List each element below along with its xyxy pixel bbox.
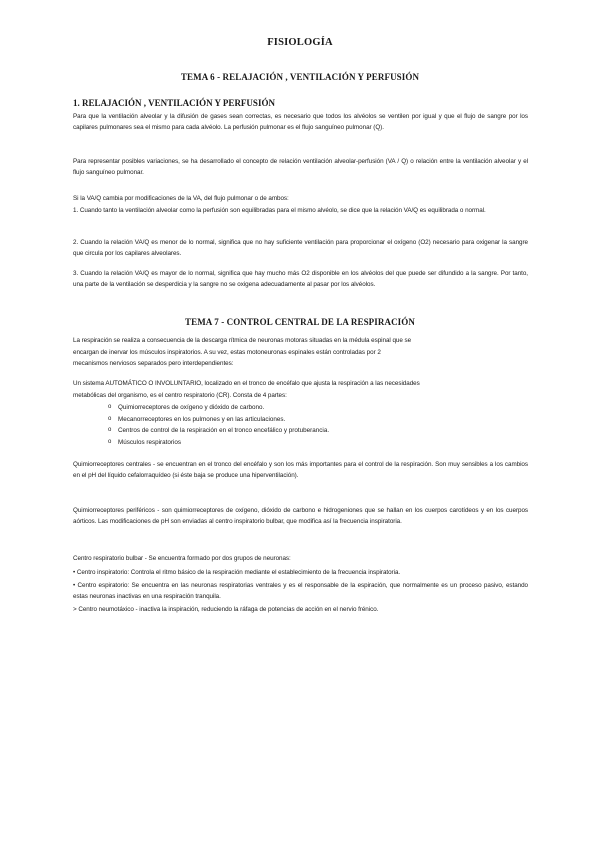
section1-heading: 1. RELAJACIÓN , VENTILACIÓN Y PERFUSIÓN: [73, 98, 275, 108]
list-item: o Músculos respiratorios: [108, 437, 329, 449]
paragraph-ventilacion: Para que la ventilación alveolar y la difusión de gases sean correctas, es necesario que todos los alvéolos se ventilen por igual y que el flujo de sangre por los capilares pulmonares sea el mismo para cada alvéolo. La perfusión pulmonar es el flujo sanguíneo pulmonar (Q).: [73, 113, 528, 132]
document-title: FISIOLOGÍA: [267, 37, 333, 48]
paragraph-vaq-3: 3. Cuando la relación VA/Q es mayor de lo normal, significa que hay mucho más O2 disponible en los alvéolos del que puede ser difundido a la sangre. Por tanto, una parte de la ventilación se desperdicia y la sangre no se oxigena adecuadamente al pasar por los alvéolos.: [73, 270, 528, 289]
paragraph-sistema-automatico: [73, 378, 528, 401]
paragraph-sistema-line1: Un sistema AUTOMÁTICO O INVOLUNTARIO, localizado en el tronco de encéfalo que ajusta la respiración a las necesidades: [73, 380, 420, 387]
paragraph-vaq-2: 2. Cuando la relación VA/Q es menor de lo normal, significa que no hay suficiente ventilación para proporcionar el oxígeno (O2) necesario para oxigenar la sangre que circula por los capilares alveolares.: [73, 239, 528, 258]
paragraph-centro-neumotaxico: > Centro neumotáxico - inactiva la inspiración, reduciendo la ráfaga de potencias de acción en el nervio frénico.: [73, 606, 379, 613]
paragraph-quimio-centrales: Quimiorreceptores centrales - se encuentran en el tronco del encéfalo y son los más importantes para el control de la respiración. Son muy sensibles a los cambios en el pH del líquido cefalorraquídeo (si éste baja se produce una hiperventilación).: [73, 461, 528, 480]
paragraph-respiracion: [73, 335, 528, 370]
list-item: o Quimiorreceptores de oxígeno y dióxido de carbono.: [108, 402, 329, 414]
paragraph-respiracion-line2: encargan de inervar los músculos inspiratorios. A su vez, estas motoneuronas espinales están controladas por 2: [73, 348, 381, 356]
paragraph-centro-inspiratorio: • Centro inspiratorio: Controla el ritmo básico de la respiración mediante el establecimiento de la frecuencia inspiratoria.: [73, 569, 401, 576]
paragraph-vaq-1: 1. Cuando tanto la ventilación alveolar como la perfusión son equilibradas para el mismo alvéolo, se dice que la relación VA/Q es equilibrada o normal.: [73, 207, 486, 214]
tema6-title: TEMA 6 - RELAJACIÓN , VENTILACIÓN Y PERFUSIÓN: [180, 72, 420, 82]
paragraph-centro-espiratorio: • Centro espiratorio: Se encuentra en las neuronas respiratorias ventrales y es el responsable de la espiración, que normalmente es un proceso pasivo, estando estas neuronas inactivas en una respiración tranquila.: [73, 582, 528, 601]
list-item: o Mecanorreceptores en los pulmones y en las articulaciones.: [108, 414, 329, 426]
list-item: o Centros de control de la respiración en el tronco encefálico y protuberancia.: [108, 425, 329, 437]
paragraph-sistema-line2: metabólicas del organismo, es el centro respiratorio (CR). Consta de 4 partes:: [73, 391, 287, 399]
tema7-title: TEMA 7 - CONTROL CENTRAL DE LA RESPIRACIÓN: [185, 317, 415, 327]
paragraph-respiracion-line1: La respiración se realiza a consecuencia de la descarga rítmica de neuronas motoras situadas en la médula espinal que se: [73, 337, 412, 344]
paragraph-relacion-vaq: Para representar posibles variaciones, se ha desarrollado el concepto de relación ventilación alveolar-perfusión (VA / Q) o relación entre la ventilación alveolar y el flujo sanguíneo pulmonar.: [73, 158, 528, 177]
paragraph-centro-bulbar-intro: Centro respiratorio bulbar - Se encuentra formado por dos grupos de neuronas:: [73, 555, 291, 562]
paragraph-vaq-intro: Si la VA/Q cambia por modificaciones de la VA, del flujo pulmonar o de ambos:: [73, 195, 289, 202]
parts-list: [108, 402, 329, 448]
paragraph-respiracion-line3: mecanismos nerviosos separados pero interdependientes:: [73, 360, 234, 368]
paragraph-quimio-perifericos: Quimiorreceptores periféricos - son quimiorreceptores de oxígeno, dióxido de carbono e hidrogeniones que se hallan en los cuerpos carotídeos y en los cuerpos aórticos. Las modificaciones de pH son enviadas al centro inspiratorio bulbar, que modifica así la frecuencia inspiratoria.: [73, 507, 528, 526]
